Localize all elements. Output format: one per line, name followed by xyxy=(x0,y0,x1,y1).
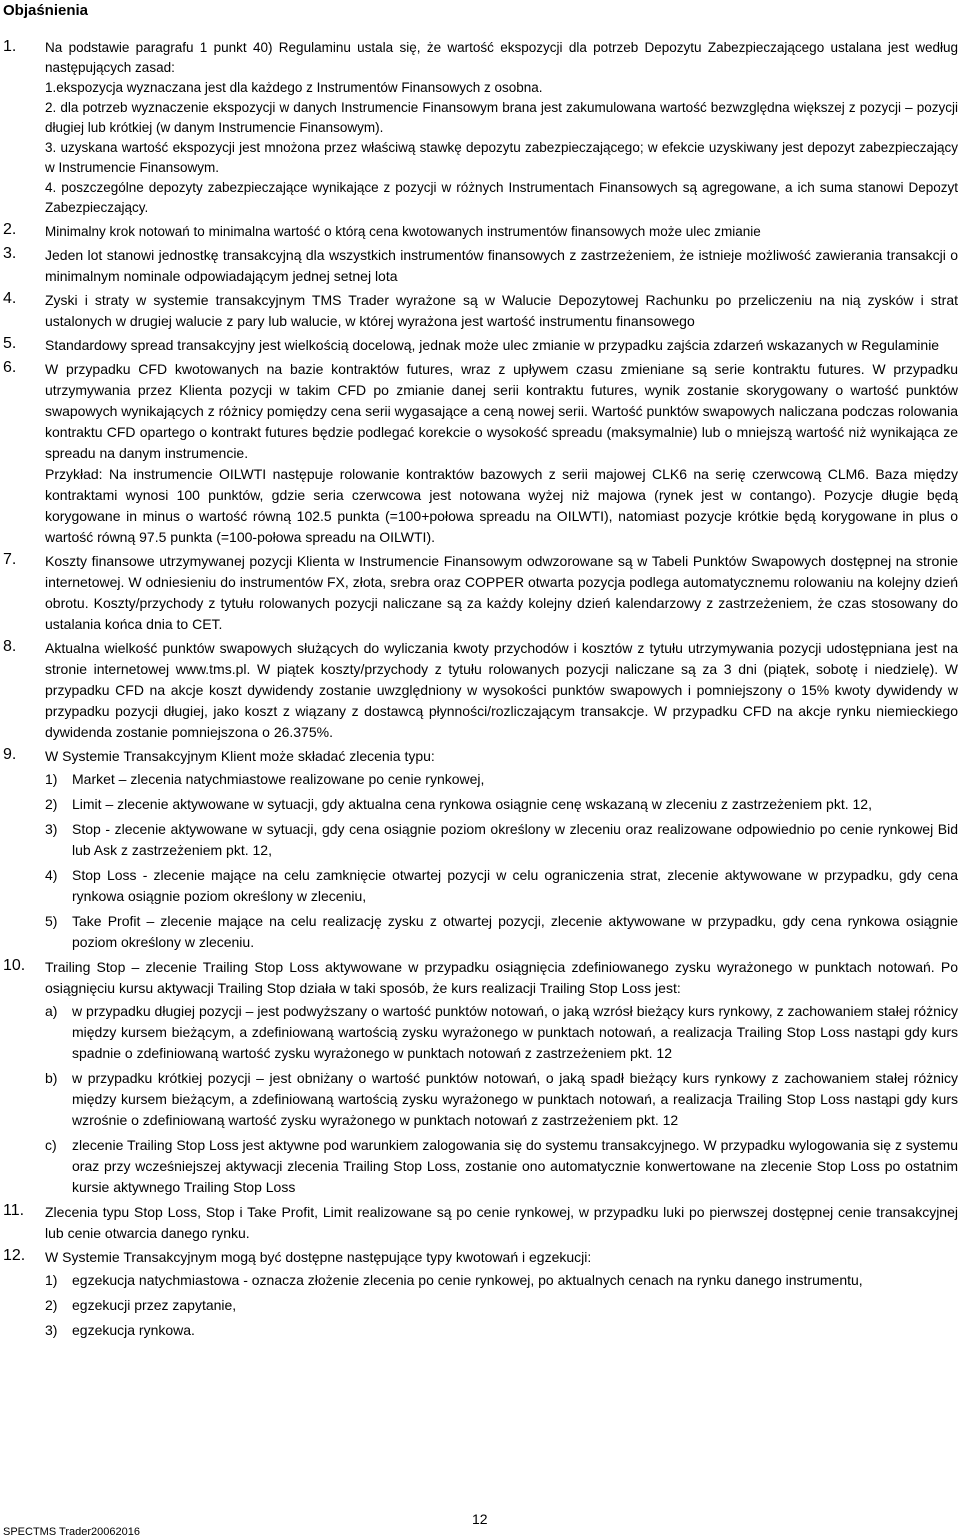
subitem-text: w przypadku długiej pozycji – jest podwyższany o wartość punktów notowań, o jaką wzrósł bieżący kurs rynkowy, z zachowaniem stałej różnicy między kursem bieżącym, a zdefiniowaną wartością zysku wyrażonego w punktach notowań, a realizacja Trailing Stop Loss nastąpi gdy kurs spadnie o zdefiniowaną wartość zysku wyrażonego w punktach notowań z zastrzeżeniem pkt. 12 xyxy=(72,1003,958,1061)
item-number: 8. xyxy=(3,638,17,655)
list-item-3 xyxy=(0,245,958,287)
list-item-6 xyxy=(0,359,958,548)
subitem-text: Limit – zlecenie aktywowane w sytuacji, gdy aktualna cena rynkowa osiągnie cenę wskazaną w zleceniu z zastrzeżeniem pkt. 12, xyxy=(72,796,872,812)
item-text: Zlecenia typu Stop Loss, Stop i Take Profit, Limit realizowane są po cenie rynkowej, w przypadku luki po pierwszej dostępnej cenie transakcyjnej lub cenie otwarcia danego rynku. xyxy=(45,1204,958,1241)
list-item-11 xyxy=(0,1202,958,1244)
subitem-number: a) xyxy=(45,1003,58,1019)
subitem-text: Stop Loss - zlecenie mające na celu zamknięcie otwartej pozycji w celu ograniczenia strat, zlecenie aktywowane w przypadku, gdy cena rynkowa osiągnie poziom określony w zleceniu, xyxy=(72,867,958,904)
trailing-activation-rule xyxy=(45,1135,958,1198)
subitem-text: zlecenie Trailing Stop Loss jest aktywne pod warunkiem zalogowania się do systemu transakcyjnego. W przypadku wylogowania się z systemu oraz przy wcześniejszej aktywacji zlecenia Trailing Stop Loss, zostanie ono automatycznie konwertowane na zlecenie Stop Loss po ostatnim kursie aktywnego Trailing Stop Loss xyxy=(72,1137,958,1195)
list-item-1 xyxy=(0,38,958,218)
item-number: 5. xyxy=(3,335,17,352)
subitem-number: b) xyxy=(45,1070,58,1086)
document-id: SPECTMS Trader20062016 xyxy=(3,1526,140,1538)
subitem-number: 1) xyxy=(45,771,58,787)
order-type-limit xyxy=(45,794,958,815)
item-number: 4. xyxy=(3,290,17,307)
subitem-text: w przypadku krótkiej pozycji – jest obniżany o wartość punktów notowań, o jaką spadł bieżący kurs rynkowy z zachowaniem stałej różnicy między kursem bieżącym, a zdefiniowaną wartością zysku wyrażonego w punktach notowań, a realizacja Trailing Stop Loss nastąpi gdy kurs wzrośnie o zdefiniowaną wartość zysku wyrażonego w punktach notowań z zastrzeżeniem pkt. 12 xyxy=(72,1070,958,1128)
subitem-number: c) xyxy=(45,1137,57,1153)
subitem-text: egzekucja rynkowa. xyxy=(72,1322,195,1338)
page-heading: Objaśnienia xyxy=(3,2,89,19)
item-text: Jeden lot stanowi jednostkę transakcyjną dla wszystkich instrumentów finansowych z zastrzeżeniem, że istnieje możliwość zawierania transakcji o minimalnym nominale odpowiadającym jednej setnej lota xyxy=(45,247,958,284)
item-number: 3. xyxy=(3,245,17,262)
item-text: Minimalny krok notowań to minimalna wartość o którą cena kwotowanych instrumentów finansowych może ulec zmianie xyxy=(45,224,761,239)
item-example: Przykład: Na instrumencie OILWTI następuje rolowanie kontraktów bazowych z serii majowej CLK6 na serię czerwcową CLM6. Baza między kontraktami wynosi 100 punktów, gdzie seria czerwcowa jest notowana wyżej niż majowa (rynek jest w contango). Pozycje długie będą korygowane in minus o wartość równą 102.5 punkta (=100+połowa spreadu na OILWTI), natomiast pozycje krótkie będą korygowane in plus o wartość równą 97.5 punkta (=100-połowa spreadu na OILWTI). xyxy=(45,466,958,545)
order-type-stop-loss xyxy=(45,865,958,907)
list-item-12 xyxy=(0,1247,958,1341)
item-number: 12. xyxy=(3,1247,26,1264)
subitem-number: 3) xyxy=(45,821,58,837)
trailing-long-position xyxy=(45,1001,958,1064)
explanations-list xyxy=(0,38,958,1345)
item-text: Trailing Stop – zlecenie Trailing Stop Loss aktywowane w przypadku osiągnięcia zdefiniowanego zysku wyrażonego w punktach notowań. Po osiągnięciu kursu aktywacji Trailing Stop działa w taki sposób, że kurs realizacji Trailing Stop Loss jest: xyxy=(45,959,958,996)
list-item-10 xyxy=(0,957,958,1198)
execution-market xyxy=(45,1320,958,1341)
page-number: 12 xyxy=(472,1511,488,1527)
subitem-text: egzekucja natychmiastowa - oznacza złożenie zlecenia po cenie rynkowej, po aktualnych cenach na rynku danego instrumentu, xyxy=(72,1272,863,1288)
subitem-text: Market – zlecenia natychmiastowe realizowane po cenie rynkowej, xyxy=(72,771,485,787)
item-paragraph: W przypadku CFD kwotowanych na bazie kontraktów futures, wraz z upływem czasu zmieniane są serie kontraktu futures. W przypadku utrzymywania przez Klienta pozycji w takim CFD po zmianie danej serii kontraktu futures, wynik zostanie skorygowany o wartość punktów swapowych wynikających z różnicy pomiędzy cena serii wygasające a ceną nowej serii. Wartość punktów swapowych naliczana podczas rolowania kontraktu CFD opartego o kontrakt futures będzie podlegać korekcie o wysokość spreadu (maksymalnie) lub o mniejszą wartość niż wynikająca ze spreadu na danym instrumencie. xyxy=(45,361,958,461)
list-item-7 xyxy=(0,551,958,635)
item-number: 9. xyxy=(3,746,17,763)
order-type-take-profit xyxy=(45,911,958,953)
item-line: 3. uzyskana wartość ekspozycji jest mnożona przez właściwą stawkę depozytu zabezpieczającego; w efekcie uzyskiwany jest depozyt zabezpieczający w Instrumencie Finansowym. xyxy=(45,140,958,175)
item-line: 2. dla potrzeb wyznaczenie ekspozycji w danych Instrumencie Finansowym brana jest zakumulowana wartość bezwzględna większej z pozycji – pozycji długiej lub krótkiej (w danym Instrumencie Finansowym). xyxy=(45,100,958,135)
item-text: W Systemie Transakcyjnym Klient może składać zlecenia typu: xyxy=(45,748,435,764)
item-number: 2. xyxy=(3,221,17,238)
subitem-number: 2) xyxy=(45,1297,58,1313)
item-number: 10. xyxy=(3,957,26,974)
subitem-number: 5) xyxy=(45,913,58,929)
subitem-text: Stop - zlecenie aktywowane w sytuacji, gdy cena osiągnie poziom określony w zleceniu oraz realizowane odpowiednio po cenie rynkowej Bid lub Ask z zastrzeżeniem pkt. 12, xyxy=(72,821,958,858)
item-text: Na podstawie paragrafu 1 punkt 40) Regulaminu ustala się, że wartość ekspozycji dla potrzeb Depozytu Zabezpieczającego ustalana jest według następujących zasad: xyxy=(45,40,958,75)
item-line: 4. poszczególne depozyty zabezpieczające wynikające z pozycji w różnych Instrumentach Finansowych są agregowane, a ich suma stanowi Depozyt Zabezpieczający. xyxy=(45,180,958,215)
subitem-text: egzekucji przez zapytanie, xyxy=(72,1297,237,1313)
order-type-stop xyxy=(45,819,958,861)
list-item-2 xyxy=(0,221,958,242)
item-text: Zyski i straty w systemie transakcyjnym TMS Trader wyrażone są w Walucie Depozytowej Rachunku po przeliczeniu na nią zysków i strat ustalonych w drugiej walucie z pary lub walucie, w której wyrażona jest wartość instrumentu finansowego xyxy=(45,292,958,329)
execution-instant xyxy=(45,1270,958,1291)
execution-request xyxy=(45,1295,958,1316)
item-number: 6. xyxy=(3,359,17,376)
subitem-number: 3) xyxy=(45,1322,58,1338)
item-text: Koszty finansowe utrzymywanej pozycji Klienta w Instrumencie Finansowym odwzorowane są w Tabeli Punktów Swapowych dostępnej na stronie internetowej. W odniesieniu do instrumentów FX, złota, srebra oraz COPPER otwarta pozycja podlega automatycznemu rolowaniu na kolejny dzień obrotu. Koszty/przychody z tytułu rolowanych pozycji naliczane są za każdy kolejny dzień kalendarzowy z zastrzeżeniem, że czas stosowany do ustalania końca dnia to CET. xyxy=(45,553,958,632)
item-text: Aktualna wielkość punktów swapowych służących do wyliczania kwoty przychodów i kosztów z tytułu utrzymywania pozycji udostępniana jest na stronie internetowej www.tms.pl. W piątek koszty/przychody z tytułu rolowanych pozycji naliczane są za 3 dni (piątek, sobotę i niedzielę). W przypadku CFD na akcje koszt dywidendy zostanie uwzględniony w wysokości punktów swapowych i pomniejszony o 15% kwoty dywidendy w przypadku pozycji długiej, jako koszt z wiązany z dostawcą płynności/rozliczającym transakcje. W przypadku CFD na akcje rynku niemieckiego dywidenda zostanie pomniejszona o 26.375%. xyxy=(45,640,958,740)
item-number: 11. xyxy=(3,1202,25,1219)
trailing-short-position xyxy=(45,1068,958,1131)
list-item-5 xyxy=(0,335,958,356)
subitem-number: 1) xyxy=(45,1272,58,1288)
order-type-market xyxy=(45,769,958,790)
list-item-4 xyxy=(0,290,958,332)
subitem-number: 2) xyxy=(45,796,58,812)
subitem-number: 4) xyxy=(45,867,58,883)
list-item-9 xyxy=(0,746,958,953)
item-text: Standardowy spread transakcyjny jest wielkością docelową, jednak może ulec zmianie w przypadku zajścia zdarzeń wskazanych w Regulaminie xyxy=(45,337,940,353)
item-number: 1. xyxy=(3,38,17,55)
item-number: 7. xyxy=(3,551,17,568)
subitem-text: Take Profit – zlecenie mające na celu realizację zysku z otwartej pozycji, zlecenie aktywowane w przypadku, gdy cena rynkowa osiągnie poziom określony w zleceniu. xyxy=(72,913,958,950)
item-line: 1.ekspozycja wyznaczana jest dla każdego z Instrumentów Finansowych z osobna. xyxy=(45,80,543,95)
item-text: W Systemie Transakcyjnym mogą być dostępne następujące typy kwotowań i egzekucji: xyxy=(45,1249,592,1265)
list-item-8 xyxy=(0,638,958,743)
